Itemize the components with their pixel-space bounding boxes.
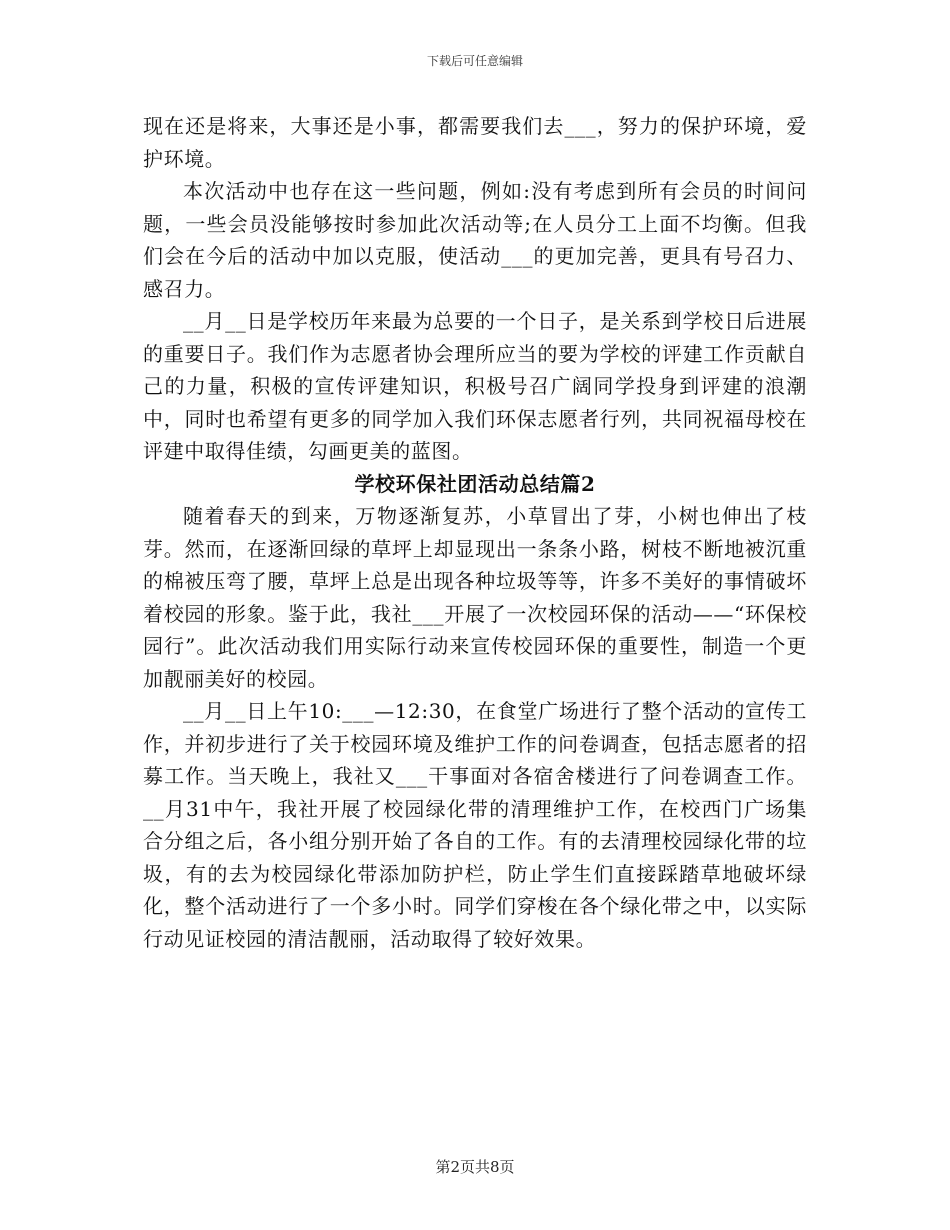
paragraph-school-evaluation: __月__日是学校历年来最为总要的一个日子，是关系到学校日后进展的重要日子。我们作为志愿者协会理所应当的要为学校的评建工作贡献自己的力量，积极的宣传评建知识，积极号召广阔同学投身到评建的浪潮中，同时也希望有更多的同学加入我们环保志愿者行列，共同祝福母校在评建中取得佳绩，勾画更美的蓝图。 (143, 309, 807, 463)
paragraph-activity-schedule: __月__日上午10:___—12:30，在食堂广场进行了整个活动的宣传工作，并初步进行了关于校园环境及维护工作的问卷调查，包括志愿者的招募工作。当天晚上，我社又___干事面对各宿舍楼进行了问卷调查工作。__月31中午，我社开展了校园绿化带的清理维护工作，在校西门广场集合分组之后，各小组分别开始了各自的工作。有的去清理校园绿化带的垃圾，有的去为校园绿化带添加防护栏，防止学生们直接踩踏草地破坏绿化，整个活动进行了一个多小时。同学们穿梭在各个绿化带之中，以实际行动见证校园的清洁靓丽，活动取得了较好效果。 (143, 699, 807, 951)
paragraph-protect-environment: 现在还是将来，大事还是小事，都需要我们去___，努力的保护环境，爱护环境。 (143, 114, 807, 171)
paragraph-spring-campus: 随着春天的到来，万物逐渐复苏，小草冒出了芽，小树也伸出了枝芽。然而，在逐渐回绿的草坪上却显现出一条条小路，树枝不断地被沉重的棉被压弯了腰，草坪上总是出现各种垃圾等等，许多不美好的事情破坏着校园的形象。鉴于此，我社___开展了一次校园环保的活动——“环保校园行”。此次活动我们用实际行动来宣传校园环保的重要性，制造一个更加靓丽美好的校园。 (143, 504, 807, 691)
section-heading: 学校环保社团活动总结篇2 (354, 471, 596, 496)
page-number: 第2页共8页 (435, 1158, 515, 1176)
paragraph-activity-problems: 本次活动中也存在这一些问题，例如:没有考虑到所有会员的时间问题，一些会员没能够按时参加此次活动等;在人员分工上面不均衡。但我们会在今后的活动中加以克服，使活动___的更加完善，更具有号召力、感召力。 (143, 179, 807, 301)
document-body (143, 110, 807, 955)
page-header: 下载后可任意编辑 (426, 54, 523, 68)
